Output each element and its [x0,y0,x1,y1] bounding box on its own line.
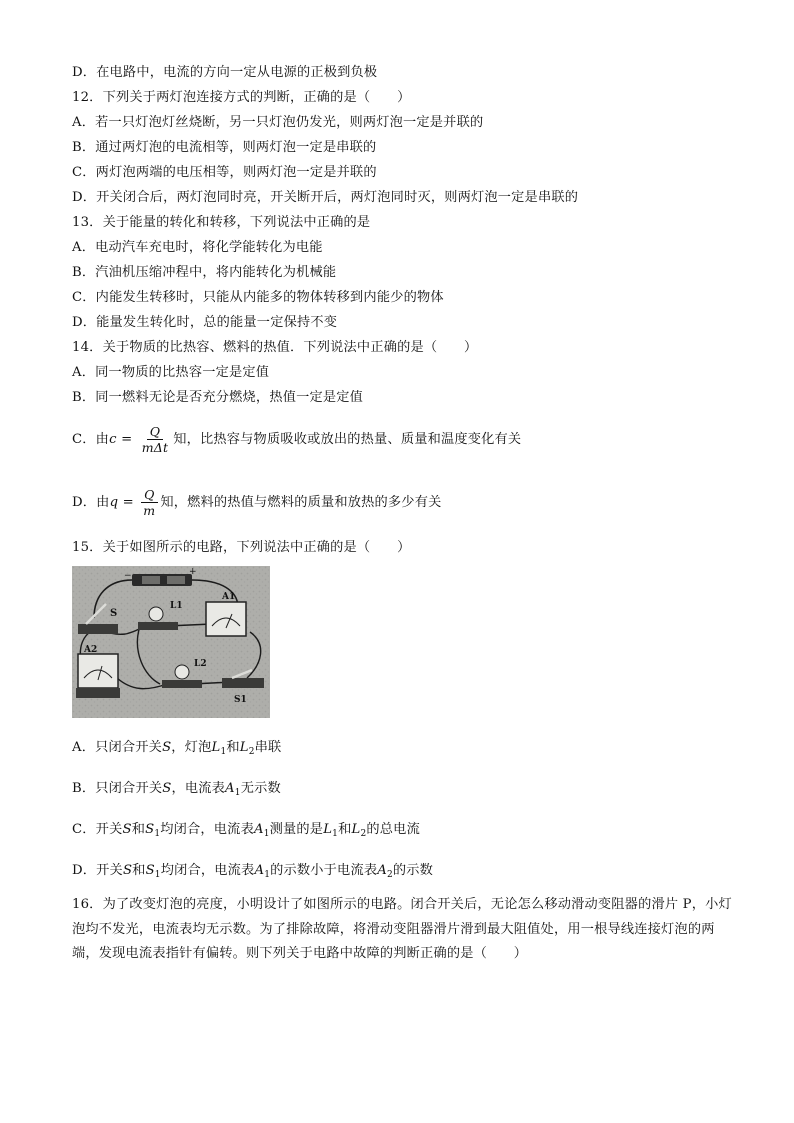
q12-option-b: B．通过两灯泡的电流相等，则两灯泡一定是串联的 [72,140,377,155]
q13-option-a: A．电动汽车充电时，将化学能转化为电能 [72,240,323,255]
q12-option-c: C．两灯泡两端的电压相等，则两灯泡一定是并联的 [72,165,377,180]
switch-s1-label: S1 [234,695,247,705]
q14-option-b: B．同一燃料无论是否充分燃烧，热值一定是定值 [72,390,364,405]
ammeter-a2-label: A2 [84,645,98,655]
q12-option-d: D．开关闭合后，两灯泡同时亮，开关断开后，两灯泡同时灭，则两灯泡一定是串联的 [72,190,579,205]
battery-minus-label: − [124,571,132,581]
q14-option-a: A．同一物质的比热容一定是定值 [72,365,270,380]
q15-option-d: D．开关S和$S_1$均闭合，电流表$A_1$的示数小于电流表$A_2$的示数 [72,863,434,880]
q14-stem: 14．关于物质的比热容、燃料的热值．下列说法中正确的是（ ） [72,340,478,355]
q15-option-b: B．只闭合开关S，电流表$A_1$无示数 [72,781,281,798]
formula-fraction: $\frac{Q}{\text{mΔt}}$ [141,424,169,455]
q16-stem: 16．为了改变灯泡的亮度，小明设计了如图所示的电路。闭合开关后，无论怎么移动滑动变阻器的滑片 P，小灯泡均不发光，电流表均无示数。为了排除故障，将滑动变阻器滑片滑到最大阻值处，用一根导线连接灯泡的两端，发现电流表指针有偏转。则下列关于电路中故障的判断正确的是（ ） [72,897,732,961]
circuit-photo [72,566,270,718]
q15-option-c: C．开关S和$S_1$均闭合，电流表$A_1$测量的是$L_1$和$L_2$的总电流 [72,822,420,839]
q13-option-d: D．能量发生转化时，总的能量一定保持不变 [72,315,338,330]
battery-plus-label: + [189,567,197,577]
formula-fraction: $\frac{Q}{m}$ [140,487,158,518]
q13-stem: 13．关于能量的转化和转移，下列说法中正确的是 [72,215,371,230]
q15-stem: 15．关于如图所示的电路，下列说法中正确的是（ ） [72,540,411,555]
switch-s-label: S [110,608,118,619]
q15-option-a: A．只闭合开关S，灯泡$L_1$和$L_2$串联 [72,740,282,757]
q13-option-b: B．汽油机压缩冲程中，将内能转化为机械能 [72,265,337,280]
lamp-l2-label: L2 [194,659,207,669]
ammeter-a1-label: A1 [222,592,236,602]
q14-option-c: C．由c = $\frac{Q}{\text{mΔt}}$ 知，比热容与物质吸收或放出的热量、质量和温度变化有关 [72,424,522,455]
q12-stem: 12．下列关于两灯泡连接方式的判断，正确的是（ ） [72,90,411,105]
q12-option-a: A．若一只灯泡灯丝烧断，另一只灯泡仍发光，则两灯泡一定是并联的 [72,115,484,130]
q11-option-d: D．在电路中，电流的方向一定从电源的正极到负极 [72,65,378,80]
lamp-l1-label: L1 [170,601,183,611]
q13-option-c: C．内能发生转移时，只能从内能多的物体转移到内能少的物体 [72,290,444,305]
q14-option-d: D．由q = $\frac{Q}{m}$ 知，燃料的热值与燃料的质量和放热的多少有关 [72,487,442,518]
